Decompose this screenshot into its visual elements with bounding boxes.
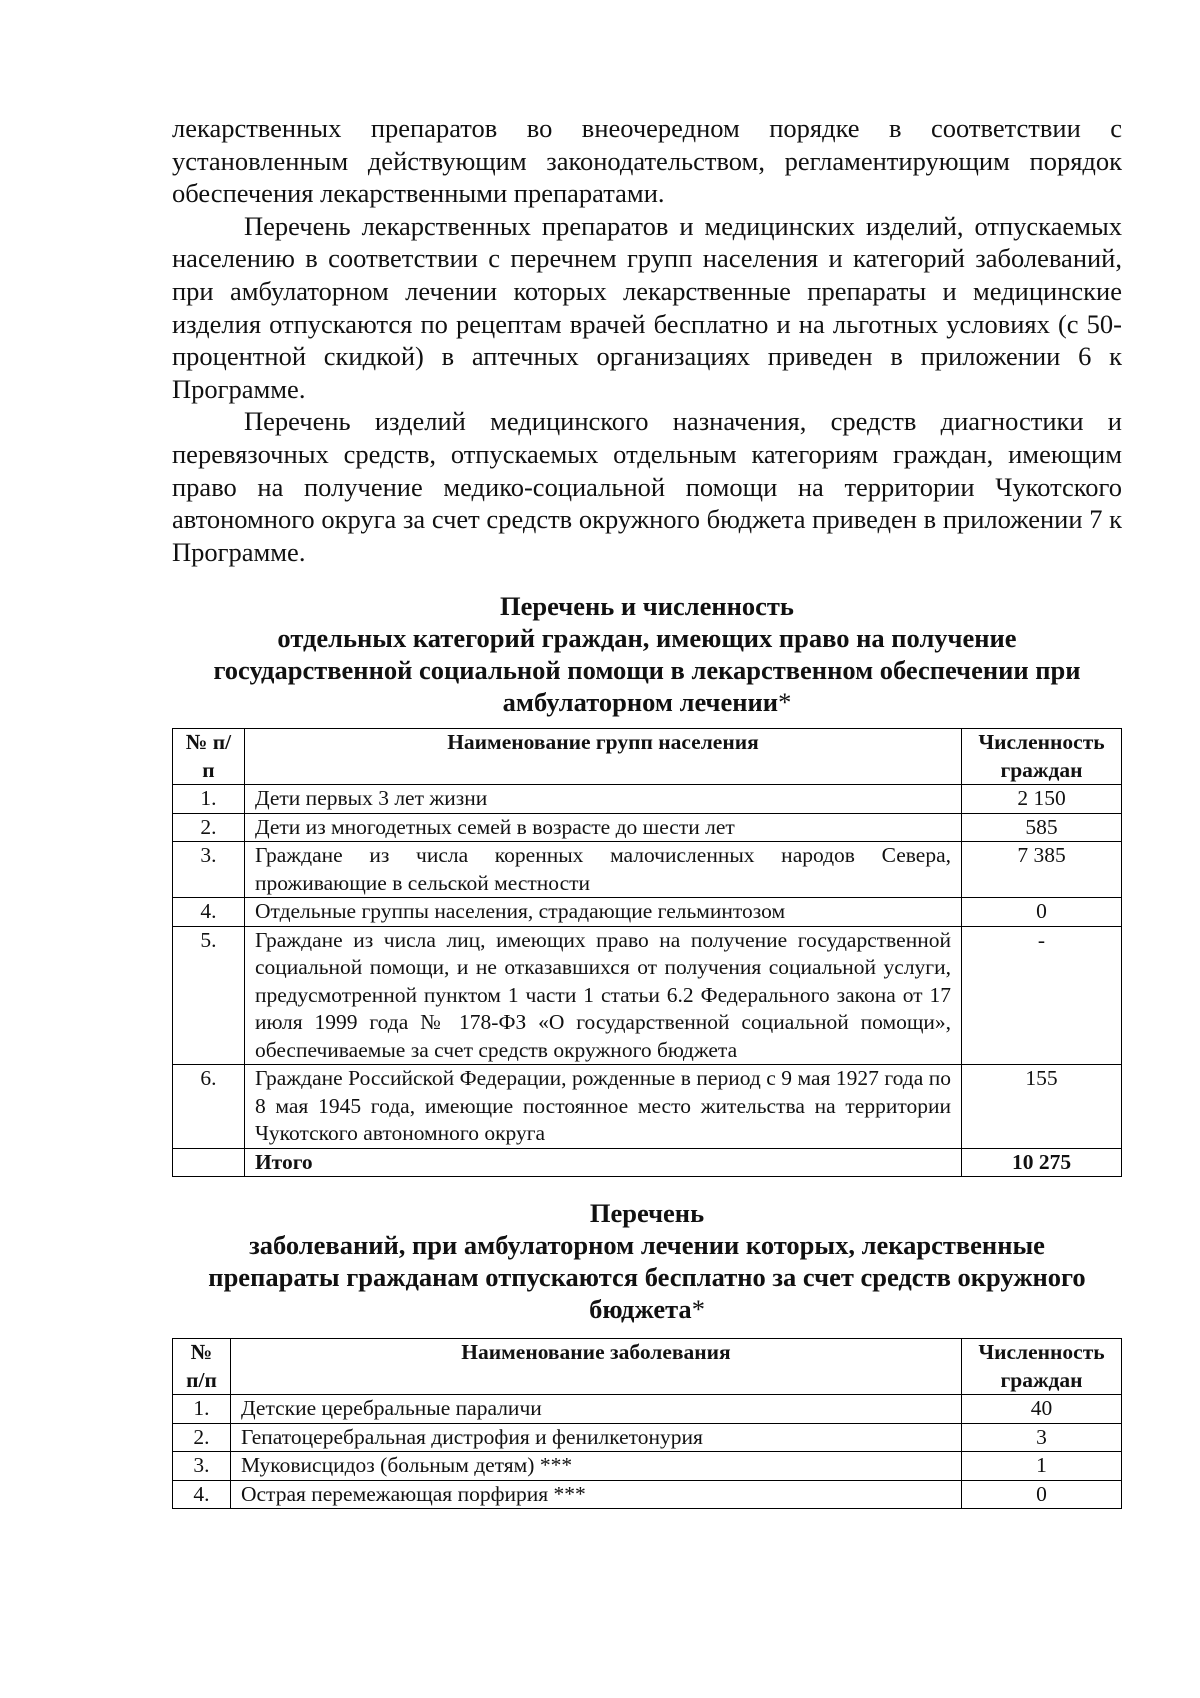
header-num: № п/п	[173, 729, 245, 785]
header-name: Наименование заболевания	[230, 1339, 961, 1395]
section1-title	[172, 590, 1122, 718]
section2-title-mark: *	[691, 1294, 705, 1325]
table-row	[173, 1452, 1122, 1481]
row-num: 1.	[173, 1395, 231, 1424]
section2-title-line-4: бюджета	[589, 1294, 692, 1325]
row-num: 1.	[173, 785, 245, 814]
row-name: Гепатоцеребральная дистрофия и фенилкетонурия	[230, 1423, 961, 1452]
row-num: 3.	[173, 842, 245, 898]
row-count: 40	[962, 1395, 1122, 1424]
row-count: 0	[962, 1480, 1122, 1509]
row-count: 585	[962, 813, 1122, 842]
row-count: -	[962, 926, 1122, 1065]
section2-title-line-1: Перечень	[589, 1198, 705, 1229]
section1-title-line-4: амбулаторном лечении	[502, 687, 779, 718]
row-num: 6.	[173, 1065, 245, 1149]
row-name: Граждане Российской Федерации, рожденные в период с 9 мая 1927 года по 8 мая 1945 года, имеющие постоянное место жительства на территории Чукотского автономного округа	[244, 1065, 961, 1149]
total-num	[173, 1148, 245, 1177]
header-num: № п/п	[173, 1339, 231, 1395]
table-row	[173, 1065, 1122, 1149]
row-name: Граждане из числа коренных малочисленных народов Севера, проживающие в сельской местности	[244, 842, 961, 898]
document-page	[172, 112, 1122, 1509]
row-count: 7 385	[962, 842, 1122, 898]
row-num: 2.	[173, 1423, 231, 1452]
row-name: Острая перемежающая порфирия ***	[230, 1480, 961, 1509]
section1-title-line-1: Перечень и численность	[500, 591, 794, 622]
total-label: Итого	[244, 1148, 961, 1177]
population-groups-table	[172, 728, 1122, 1177]
section1-title-line-3: государственной социальной помощи в лекарственном обеспечении при	[213, 655, 1081, 686]
table-row	[173, 1395, 1122, 1424]
row-name: Граждане из числа лиц, имеющих право на получение государственной социальной помощи, и не отказавшихся от получения социальной услуги, предусмотренной пунктом 1 части 1 статьи 6.2 Федерального закона от 17 июля 1999 года № 178-ФЗ «О государственной социальной помощи», обеспечиваемые за счет средств окружного бюджета	[244, 926, 961, 1065]
total-count: 10 275	[962, 1148, 1122, 1177]
table-row	[173, 813, 1122, 842]
row-name: Детские церебральные параличи	[230, 1395, 961, 1424]
section2-title-line-2: заболеваний, при амбулаторном лечении которых, лекарственные	[249, 1230, 1045, 1261]
row-name: Дети из многодетных семей в возрасте до шести лет	[244, 813, 961, 842]
row-name: Муковисцидоз (больным детям) ***	[230, 1452, 961, 1481]
row-num: 4.	[173, 898, 245, 927]
paragraph-1: лекарственных препаратов во внеочередном порядке в соответствии с установленным действующим законодательством, регламентирующим порядок обеспечения лекарственными препаратами.	[172, 113, 1122, 209]
table-total-row	[173, 1148, 1122, 1177]
row-count: 1	[962, 1452, 1122, 1481]
row-count: 0	[962, 898, 1122, 927]
table-header-row	[173, 729, 1122, 785]
row-num: 4.	[173, 1480, 231, 1509]
section1-title-mark: *	[778, 687, 792, 718]
section2-title-line-3: препараты гражданам отпускаются бесплатно за счет средств окружного	[208, 1262, 1086, 1293]
row-count: 3	[962, 1423, 1122, 1452]
row-num: 5.	[173, 926, 245, 1065]
paragraph-3: Перечень изделий медицинского назначения, средств диагностики и перевязочных средств, отпускаемых отдельным категориям граждан, имеющим право на получение медико-социальной помощи на территории Чукотского автономного округа за счет средств окружного бюджета приведен в приложении 7 к Программе.	[172, 406, 1122, 567]
table-row	[173, 842, 1122, 898]
table-header-row	[173, 1339, 1122, 1395]
row-num: 3.	[173, 1452, 231, 1481]
header-count: Численность граждан	[962, 1339, 1122, 1395]
header-count: Численность граждан	[962, 729, 1122, 785]
row-count: 2 150	[962, 785, 1122, 814]
row-count: 155	[962, 1065, 1122, 1149]
row-name: Дети первых 3 лет жизни	[244, 785, 961, 814]
section1-title-line-2: отдельных категорий граждан, имеющих право на получение	[277, 623, 1017, 654]
section2-title	[172, 1197, 1122, 1325]
row-name: Отдельные группы населения, страдающие гельминтозом	[244, 898, 961, 927]
header-name: Наименование групп населения	[244, 729, 961, 785]
row-num: 2.	[173, 813, 245, 842]
table-row	[173, 898, 1122, 927]
paragraph-2: Перечень лекарственных препаратов и медицинских изделий, отпускаемых населению в соответствии с перечнем групп населения и категорий заболеваний, при амбулаторном лечении которых лекарственные препараты и медицинские изделия отпускаются по рецептам врачей бесплатно и на льготных условиях (с 50-процентной скидкой) в аптечных организациях приведен в приложении 6 к Программе.	[172, 210, 1122, 404]
table-row	[173, 926, 1122, 1065]
table-row	[173, 1423, 1122, 1452]
diseases-table	[172, 1338, 1122, 1509]
table-row	[173, 785, 1122, 814]
table-row	[173, 1480, 1122, 1509]
